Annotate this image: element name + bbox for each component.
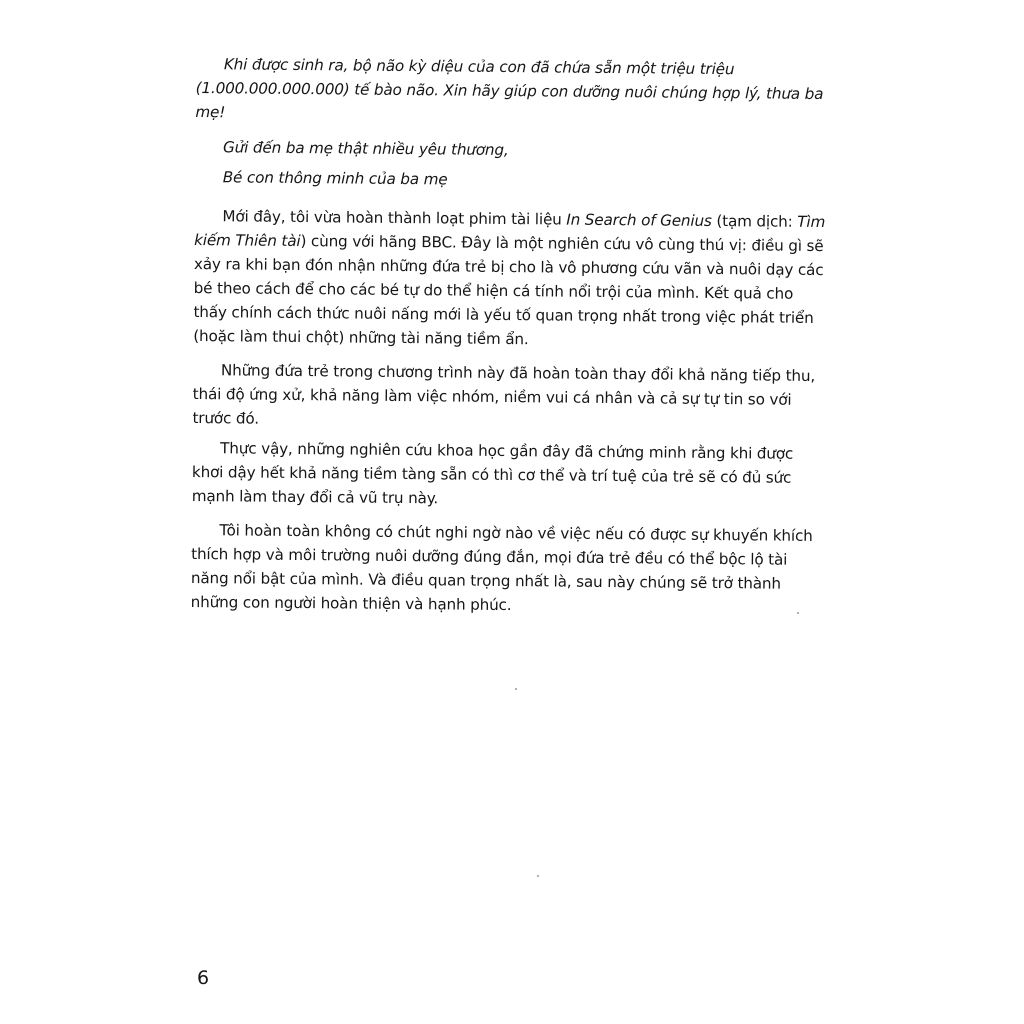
page-text-block — [191, 52, 830, 620]
paragraph-documentary — [193, 204, 828, 354]
page-number: 6 — [197, 967, 210, 989]
paragraph-text-rest: ) cùng với hãng BBC. Đây là một nghiên cứu vô cùng thú vị: điều gì sẽ xảy ra khi bạn đón nhận những đứa trẻ bị cho là vô phương cứu vãn và nuôi dạy các bé theo cách để cho các bé tự do thể hiện cá tính nổi trội của mình. Kết quả cho thấy chính cách thức nuôi nấng mới là yếu tố quan trọng nhất trong việc phát triển (hoặc làm thui chột) những tài năng tiềm ẩn. — [193, 232, 824, 349]
paragraph-conclusion: Tôi hoàn toàn không có chút nghi ngờ nào về việc nếu có được sự khuyến khích thích hợp và môi trường nuôi dưỡng đúng đắn, mọi đứa trẻ đều có thể bộc lộ tài năng nổi bật của mình. Và điều quan trọng nhất là, sau này chúng sẽ trở thành những con người hoàn thiện và hạnh phúc. — [190, 521, 813, 615]
signature-line: Bé con thông minh của ba mẹ — [222, 168, 448, 189]
intro-quote: Khi được sinh ra, bộ não kỳ diệu của con đã chứa sẵn một triệu triệu (1.000.000.000.000) tế bào não. Xin hãy giúp con dưỡng nuôi chúng hợp lý, thưa ba mẹ! — [195, 55, 824, 122]
paper-speck — [515, 688, 517, 690]
greeting-line: Gửi đến ba mẹ thật nhiều yêu thương, — [223, 138, 509, 160]
paragraph-changes: Những đứa trẻ trong chương trình này đã hoàn toàn thay đổi khả năng tiếp thu, thái độ ứng xử, khả năng làm việc nhóm, niềm vui cá nhân và cả sự tự tin so với trước đó. — [192, 361, 816, 428]
paper-speck — [537, 875, 539, 877]
paragraph-text-lead: Mới đây, tôi vừa hoàn thành loạt phim tài liệu — [222, 207, 567, 229]
documentary-title: In Search of Genius — [566, 210, 712, 230]
documentary-title-translation: Tìm kiếm Thiên tài — [194, 212, 826, 251]
paper-speck — [797, 612, 799, 614]
paragraph-text-connector: (tạm dịch: — [711, 211, 798, 231]
paragraph-research: Thực vậy, những nghiên cứu khoa học gần đây đã chứng minh rằng khi được khơi dậy hết khả năng tiềm tàng sẵn có thì cơ thể và trí tuệ của trẻ sẽ có đủ sức mạnh làm thay đổi cả vũ trụ này. — [191, 439, 794, 508]
